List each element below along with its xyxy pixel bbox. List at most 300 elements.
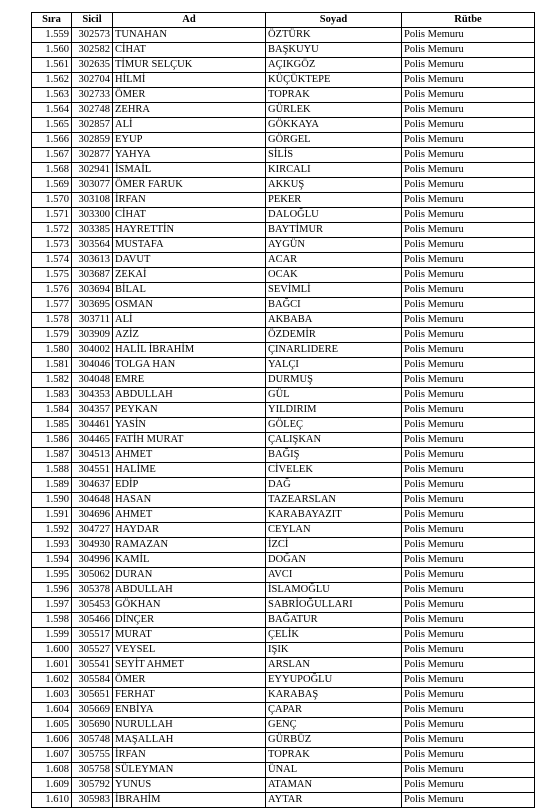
cell-sira: 1.570 [32, 193, 72, 208]
cell-sicil: 305983 [72, 793, 113, 808]
cell-soyad: BAYTİMUR [266, 223, 402, 238]
cell-rutbe: Polis Memuru [402, 478, 535, 493]
cell-rutbe: Polis Memuru [402, 628, 535, 643]
cell-soyad: PEKER [266, 193, 402, 208]
cell-rutbe: Polis Memuru [402, 28, 535, 43]
table-row [32, 448, 535, 463]
cell-rutbe: Polis Memuru [402, 103, 535, 118]
cell-rutbe: Polis Memuru [402, 208, 535, 223]
cell-soyad: BAĞIŞ [266, 448, 402, 463]
table-row [32, 418, 535, 433]
cell-rutbe: Polis Memuru [402, 538, 535, 553]
cell-sicil: 305690 [72, 718, 113, 733]
cell-rutbe: Polis Memuru [402, 793, 535, 808]
cell-rutbe: Polis Memuru [402, 688, 535, 703]
table-row [32, 253, 535, 268]
cell-ad: EMRE [113, 373, 266, 388]
cell-soyad: SEVİMLİ [266, 283, 402, 298]
cell-sicil: 305748 [72, 733, 113, 748]
cell-ad: VEYSEL [113, 643, 266, 658]
cell-ad: FERHAT [113, 688, 266, 703]
cell-soyad: CEYLAN [266, 523, 402, 538]
cell-rutbe: Polis Memuru [402, 643, 535, 658]
table-row [32, 538, 535, 553]
cell-sicil: 302941 [72, 163, 113, 178]
cell-sicil: 303564 [72, 238, 113, 253]
cell-sicil: 303909 [72, 328, 113, 343]
cell-sira: 1.584 [32, 403, 72, 418]
cell-rutbe: Polis Memuru [402, 763, 535, 778]
cell-sira: 1.569 [32, 178, 72, 193]
table-row [32, 793, 535, 808]
cell-sicil: 304513 [72, 448, 113, 463]
cell-rutbe: Polis Memuru [402, 598, 535, 613]
cell-rutbe: Polis Memuru [402, 118, 535, 133]
cell-soyad: ACAR [266, 253, 402, 268]
cell-soyad: DAĞ [266, 478, 402, 493]
cell-rutbe: Polis Memuru [402, 253, 535, 268]
cell-ad: ALİ [113, 118, 266, 133]
cell-ad: İSMAİL [113, 163, 266, 178]
cell-sira: 1.559 [32, 28, 72, 43]
cell-sira: 1.579 [32, 328, 72, 343]
cell-sicil: 305378 [72, 583, 113, 598]
table-row [32, 433, 535, 448]
cell-sira: 1.572 [32, 223, 72, 238]
cell-soyad: TOPRAK [266, 88, 402, 103]
cell-rutbe: Polis Memuru [402, 343, 535, 358]
cell-sira: 1.578 [32, 313, 72, 328]
cell-sira: 1.576 [32, 283, 72, 298]
cell-sicil: 305651 [72, 688, 113, 703]
cell-ad: KAMİL [113, 553, 266, 568]
cell-sicil: 305517 [72, 628, 113, 643]
cell-ad: ZEHRA [113, 103, 266, 118]
cell-sira: 1.566 [32, 133, 72, 148]
cell-soyad: DOĞAN [266, 553, 402, 568]
cell-soyad: AYTAR [266, 793, 402, 808]
cell-soyad: YALÇI [266, 358, 402, 373]
cell-ad: NURULLAH [113, 718, 266, 733]
cell-rutbe: Polis Memuru [402, 523, 535, 538]
cell-sira: 1.594 [32, 553, 72, 568]
cell-sicil: 302857 [72, 118, 113, 133]
cell-ad: ÖMER FARUK [113, 178, 266, 193]
cell-rutbe: Polis Memuru [402, 88, 535, 103]
cell-ad: EYUP [113, 133, 266, 148]
cell-sira: 1.585 [32, 418, 72, 433]
cell-rutbe: Polis Memuru [402, 583, 535, 598]
cell-ad: HASAN [113, 493, 266, 508]
cell-soyad: BAĞCI [266, 298, 402, 313]
cell-rutbe: Polis Memuru [402, 163, 535, 178]
cell-soyad: AVCI [266, 568, 402, 583]
cell-ad: TİMUR SELÇUK [113, 58, 266, 73]
cell-rutbe: Polis Memuru [402, 508, 535, 523]
cell-rutbe: Polis Memuru [402, 553, 535, 568]
cell-sicil: 302704 [72, 73, 113, 88]
table-row [32, 763, 535, 778]
table-row [32, 658, 535, 673]
table-row [32, 238, 535, 253]
cell-rutbe: Polis Memuru [402, 193, 535, 208]
cell-sira: 1.571 [32, 208, 72, 223]
cell-ad: ABDULLAH [113, 583, 266, 598]
table-row [32, 493, 535, 508]
cell-sicil: 304046 [72, 358, 113, 373]
cell-sira: 1.562 [32, 73, 72, 88]
cell-soyad: ÇELİK [266, 628, 402, 643]
table-row [32, 208, 535, 223]
cell-sira: 1.599 [32, 628, 72, 643]
cell-soyad: GÖRGEL [266, 133, 402, 148]
cell-sira: 1.610 [32, 793, 72, 808]
cell-soyad: GENÇ [266, 718, 402, 733]
cell-sira: 1.596 [32, 583, 72, 598]
cell-soyad: IŞIK [266, 643, 402, 658]
cell-sira: 1.560 [32, 43, 72, 58]
cell-rutbe: Polis Memuru [402, 748, 535, 763]
table-row [32, 673, 535, 688]
cell-soyad: AÇIKGÖZ [266, 58, 402, 73]
cell-rutbe: Polis Memuru [402, 403, 535, 418]
table-row [32, 133, 535, 148]
table-row [32, 118, 535, 133]
cell-soyad: GÜL [266, 388, 402, 403]
cell-ad: MUSTAFA [113, 238, 266, 253]
cell-ad: CİHAT [113, 208, 266, 223]
cell-sicil: 305758 [72, 763, 113, 778]
cell-sicil: 305584 [72, 673, 113, 688]
table-row [32, 358, 535, 373]
cell-rutbe: Polis Memuru [402, 388, 535, 403]
cell-sicil: 302733 [72, 88, 113, 103]
cell-sira: 1.607 [32, 748, 72, 763]
cell-ad: ENBİYA [113, 703, 266, 718]
cell-sira: 1.590 [32, 493, 72, 508]
cell-sicil: 304465 [72, 433, 113, 448]
cell-soyad: BAŞKUYU [266, 43, 402, 58]
cell-rutbe: Polis Memuru [402, 238, 535, 253]
cell-soyad: AKBABA [266, 313, 402, 328]
cell-ad: BİLAL [113, 283, 266, 298]
cell-ad: ÖMER [113, 673, 266, 688]
cell-soyad: KARABAŞ [266, 688, 402, 703]
cell-sicil: 304648 [72, 493, 113, 508]
cell-soyad: GÜRLEK [266, 103, 402, 118]
cell-sicil: 305453 [72, 598, 113, 613]
cell-sicil: 303300 [72, 208, 113, 223]
cell-ad: HALİL İBRAHİM [113, 343, 266, 358]
cell-sira: 1.603 [32, 688, 72, 703]
header-sicil: Sicil [72, 13, 113, 28]
cell-soyad: ÖZTÜRK [266, 28, 402, 43]
cell-ad: YUNUS [113, 778, 266, 793]
cell-soyad: BAĞATUR [266, 613, 402, 628]
table-row [32, 733, 535, 748]
cell-sicil: 304996 [72, 553, 113, 568]
cell-sira: 1.600 [32, 643, 72, 658]
table-row [32, 43, 535, 58]
table-row [32, 298, 535, 313]
table-row [32, 103, 535, 118]
cell-sicil: 303385 [72, 223, 113, 238]
cell-sira: 1.595 [32, 568, 72, 583]
cell-rutbe: Polis Memuru [402, 133, 535, 148]
table-row [32, 388, 535, 403]
cell-rutbe: Polis Memuru [402, 463, 535, 478]
cell-sicil: 302748 [72, 103, 113, 118]
table-row [32, 268, 535, 283]
cell-ad: İBRAHİM [113, 793, 266, 808]
cell-soyad: YILDIRIM [266, 403, 402, 418]
cell-soyad: ATAMAN [266, 778, 402, 793]
cell-sira: 1.605 [32, 718, 72, 733]
cell-sira: 1.575 [32, 268, 72, 283]
cell-sicil: 302582 [72, 43, 113, 58]
cell-ad: RAMAZAN [113, 538, 266, 553]
cell-sira: 1.583 [32, 388, 72, 403]
table-row [32, 178, 535, 193]
table-row [32, 58, 535, 73]
cell-sira: 1.567 [32, 148, 72, 163]
cell-soyad: İZCİ [266, 538, 402, 553]
cell-soyad: KIRCALI [266, 163, 402, 178]
cell-sicil: 304727 [72, 523, 113, 538]
cell-soyad: İSLAMOĞLU [266, 583, 402, 598]
cell-sicil: 302877 [72, 148, 113, 163]
cell-sicil: 305062 [72, 568, 113, 583]
cell-sira: 1.593 [32, 538, 72, 553]
cell-ad: FATİH MURAT [113, 433, 266, 448]
cell-soyad: EYYUPOĞLU [266, 673, 402, 688]
table-row [32, 88, 535, 103]
cell-soyad: SİLİS [266, 148, 402, 163]
cell-sicil: 303687 [72, 268, 113, 283]
table-row [32, 508, 535, 523]
cell-sicil: 302573 [72, 28, 113, 43]
cell-sicil: 303711 [72, 313, 113, 328]
cell-ad: DURAN [113, 568, 266, 583]
cell-sira: 1.609 [32, 778, 72, 793]
cell-rutbe: Polis Memuru [402, 298, 535, 313]
table-row [32, 598, 535, 613]
table-row [32, 613, 535, 628]
cell-ad: ABDULLAH [113, 388, 266, 403]
header-sira: Sıra [32, 13, 72, 28]
header-row [32, 13, 535, 28]
cell-ad: ÖMER [113, 88, 266, 103]
cell-ad: GÖKHAN [113, 598, 266, 613]
cell-rutbe: Polis Memuru [402, 718, 535, 733]
cell-sicil: 304637 [72, 478, 113, 493]
cell-sicil: 305669 [72, 703, 113, 718]
cell-sicil: 304930 [72, 538, 113, 553]
cell-rutbe: Polis Memuru [402, 658, 535, 673]
cell-ad: AHMET [113, 448, 266, 463]
cell-sira: 1.568 [32, 163, 72, 178]
cell-sicil: 305466 [72, 613, 113, 628]
cell-sira: 1.606 [32, 733, 72, 748]
cell-rutbe: Polis Memuru [402, 268, 535, 283]
cell-ad: CİHAT [113, 43, 266, 58]
cell-rutbe: Polis Memuru [402, 448, 535, 463]
cell-rutbe: Polis Memuru [402, 73, 535, 88]
cell-soyad: KARABAYAZIT [266, 508, 402, 523]
cell-sicil: 305527 [72, 643, 113, 658]
table-row [32, 568, 535, 583]
table-row [32, 523, 535, 538]
cell-sira: 1.608 [32, 763, 72, 778]
cell-sira: 1.581 [32, 358, 72, 373]
cell-rutbe: Polis Memuru [402, 778, 535, 793]
table-row [32, 328, 535, 343]
table-row [32, 553, 535, 568]
table-row [32, 163, 535, 178]
table-row [32, 583, 535, 598]
cell-sicil: 303694 [72, 283, 113, 298]
table-row [32, 313, 535, 328]
cell-sira: 1.587 [32, 448, 72, 463]
table-row [32, 373, 535, 388]
table-body [32, 28, 535, 808]
table-row [32, 73, 535, 88]
header-rutbe: Rütbe [402, 13, 535, 28]
cell-sira: 1.588 [32, 463, 72, 478]
cell-rutbe: Polis Memuru [402, 733, 535, 748]
cell-rutbe: Polis Memuru [402, 283, 535, 298]
cell-soyad: GÖKKAYA [266, 118, 402, 133]
cell-sira: 1.592 [32, 523, 72, 538]
cell-sicil: 304461 [72, 418, 113, 433]
table-row [32, 718, 535, 733]
cell-ad: ZEKAİ [113, 268, 266, 283]
cell-ad: MURAT [113, 628, 266, 643]
cell-soyad: ÜNAL [266, 763, 402, 778]
cell-rutbe: Polis Memuru [402, 493, 535, 508]
table-row [32, 343, 535, 358]
cell-soyad: SABRİOĞULLARI [266, 598, 402, 613]
cell-sicil: 302859 [72, 133, 113, 148]
cell-sicil: 303695 [72, 298, 113, 313]
cell-ad: HİLMİ [113, 73, 266, 88]
cell-soyad: OCAK [266, 268, 402, 283]
cell-rutbe: Polis Memuru [402, 358, 535, 373]
table-row [32, 628, 535, 643]
cell-rutbe: Polis Memuru [402, 568, 535, 583]
cell-soyad: CİVELEK [266, 463, 402, 478]
cell-ad: İRFAN [113, 748, 266, 763]
cell-rutbe: Polis Memuru [402, 703, 535, 718]
cell-ad: HAYDAR [113, 523, 266, 538]
cell-sira: 1.597 [32, 598, 72, 613]
cell-rutbe: Polis Memuru [402, 148, 535, 163]
cell-ad: HAYRETTİN [113, 223, 266, 238]
cell-sira: 1.598 [32, 613, 72, 628]
cell-rutbe: Polis Memuru [402, 613, 535, 628]
cell-sira: 1.565 [32, 118, 72, 133]
table-row [32, 148, 535, 163]
cell-sicil: 305755 [72, 748, 113, 763]
cell-rutbe: Polis Memuru [402, 223, 535, 238]
cell-sicil: 303077 [72, 178, 113, 193]
cell-rutbe: Polis Memuru [402, 328, 535, 343]
cell-ad: TOLGA HAN [113, 358, 266, 373]
cell-sicil: 302635 [72, 58, 113, 73]
cell-sicil: 304048 [72, 373, 113, 388]
cell-sira: 1.577 [32, 298, 72, 313]
table-row [32, 478, 535, 493]
cell-sira: 1.564 [32, 103, 72, 118]
cell-soyad: ÇAPAR [266, 703, 402, 718]
cell-sicil: 304696 [72, 508, 113, 523]
cell-soyad: GÜRBÜZ [266, 733, 402, 748]
cell-sicil: 303613 [72, 253, 113, 268]
cell-sicil: 305792 [72, 778, 113, 793]
cell-soyad: DURMUŞ [266, 373, 402, 388]
cell-soyad: TAZEARSLAN [266, 493, 402, 508]
table-row [32, 283, 535, 298]
table-row [32, 703, 535, 718]
cell-rutbe: Polis Memuru [402, 313, 535, 328]
cell-sira: 1.563 [32, 88, 72, 103]
table-row [32, 28, 535, 43]
cell-ad: AZİZ [113, 328, 266, 343]
cell-rutbe: Polis Memuru [402, 673, 535, 688]
cell-soyad: ÇALIŞKAN [266, 433, 402, 448]
table-row [32, 688, 535, 703]
cell-soyad: TOPRAK [266, 748, 402, 763]
cell-sira: 1.561 [32, 58, 72, 73]
cell-soyad: GÖLEÇ [266, 418, 402, 433]
cell-soyad: DALOĞLU [266, 208, 402, 223]
header-ad: Ad [113, 13, 266, 28]
cell-sicil: 305541 [72, 658, 113, 673]
table-header [32, 13, 535, 28]
cell-sicil: 304357 [72, 403, 113, 418]
cell-ad: DİNÇER [113, 613, 266, 628]
cell-sira: 1.591 [32, 508, 72, 523]
cell-soyad: ÖZDEMİR [266, 328, 402, 343]
cell-rutbe: Polis Memuru [402, 418, 535, 433]
table-row [32, 463, 535, 478]
cell-sira: 1.573 [32, 238, 72, 253]
cell-ad: MAŞALLAH [113, 733, 266, 748]
cell-ad: İRFAN [113, 193, 266, 208]
personnel-table [31, 12, 535, 808]
cell-ad: EDİP [113, 478, 266, 493]
cell-ad: YAHYA [113, 148, 266, 163]
cell-ad: DAVUT [113, 253, 266, 268]
cell-sira: 1.586 [32, 433, 72, 448]
table-row [32, 193, 535, 208]
cell-ad: YASİN [113, 418, 266, 433]
cell-ad: HALİME [113, 463, 266, 478]
table-row [32, 223, 535, 238]
table-row [32, 748, 535, 763]
cell-sira: 1.589 [32, 478, 72, 493]
cell-rutbe: Polis Memuru [402, 43, 535, 58]
cell-soyad: ÇINARLIDERE [266, 343, 402, 358]
cell-sicil: 304002 [72, 343, 113, 358]
cell-rutbe: Polis Memuru [402, 58, 535, 73]
cell-soyad: ARSLAN [266, 658, 402, 673]
cell-sicil: 303108 [72, 193, 113, 208]
cell-sicil: 304551 [72, 463, 113, 478]
table-row [32, 778, 535, 793]
cell-ad: OSMAN [113, 298, 266, 313]
cell-ad: PEYKAN [113, 403, 266, 418]
